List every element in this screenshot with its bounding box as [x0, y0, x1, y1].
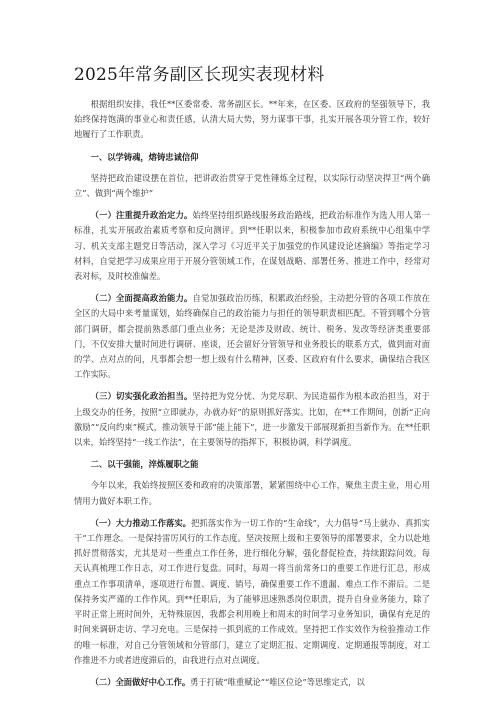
section-2-item-2-label: （二）全面做好中心工作。	[90, 676, 191, 687]
section-2-heading: 二、以干强能，淬炼履职之能	[90, 459, 199, 470]
document-title: 2025年常务副区长现实表现材料	[74, 65, 325, 85]
section-1-item-3-text: 坚持把为党分忧、为党尽职、为民造福作为根本政治担当，对于上级交办的任务，按照“立即就办，办就办好”的原则抓好落实。比如，在**工作期间，创新“正向激励”“反向约束”模式，推动领导干部“能上能下”，进一步激发干部展现新担当新作为。在**任职以来，始终坚持“一线工作法”，在主要领导的指挥下，积极协调，科学调度。	[74, 391, 430, 448]
section-1-item-1-text: 始终坚持组织路线服务政治路线，把政治标准作为选人用人第一标准，扎实开展政治素质考察和反向测评。到**任职以来，积极参加市政府系统中心组集中学习、机关支部主题党日等活动，深入学习《习近平关于加强党的作风建设论述摘编》等指定学习材料，自觉把学习成果应用于开展分管领域工作，在谋划战略、部署任务、推进工作中，经常对表对标，及时校准偏差。	[74, 210, 430, 282]
section-2-item-2-text: 勇于打破“唯重赋论”“唯区位论”等思维定式，以	[190, 676, 365, 687]
intro-paragraph: 根据组织安排，我任**区委常委、常务副区长。**年来，在区委、区政府的坚强领导下，我始终保持饱满的事业心和责任感，认清大局大势，努力谋事干事，扎实开展各项分管工作，较好地履行了工作职责。	[74, 99, 430, 140]
section-2-item-2	[74, 675, 430, 690]
section-1-heading: 一、以学铸魂，熔铸忠诚信仰	[90, 151, 199, 162]
document-body	[74, 64, 430, 697]
section-1-item-2-text: 自觉加强政治历练，积累政治经验，主动把分管的各项工作放在全区的大局中来考量谋划，始终确保自己的政治能力与担任的领导职责相匹配。不管到哪个分管部门调研，都会提前熟悉部门重点业务；无论是涉及财政、统计、税务、发改等经济类重要部门，不仅安排大量时间进行调研、座谈，还会留好分管领导和业务股长的联系方式，做到面对面的学、点对点的问，凡事都会想一想上级有什么精神，区委、区政府有什么要求，确保结合我区工作实际。	[74, 293, 430, 380]
section-1-item-2-label: （二）全面提高政治能力。	[90, 293, 193, 304]
section-2-item-1	[74, 516, 430, 668]
section-2-item-1-text: 把抓落实作为一切工作的“生命线”，大力倡导“马上就办、真抓实干”工作理念。一是保持雷厉风行的工作态度。坚决按照上级和主要领导的部署要求，全力以赴地抓好贯彻落实，尤其是对一些重点工作任务，进行细化分解，强化督促检查，持续跟踪问效。每天认真梳理工作日志，对工作进行复盘。同时，每周一将当前常务口的重要工作进行汇总，形成重点工作事项清单，逐项进行布置、调度、销号，确保重要工作不遗漏、难点工作不滞后。二是保持务实严谨的工作作风。到**任职后，为了能够迅速熟悉岗位职责，提升自身业务能力，除了平时正常上班时间外，无特殊原因，我都会利用晚上和周末的时间学习业务知识，确保有充足的时间来调研走访、学习充电。三是保持一抓到底的工作成效。坚持把工作实效作为检验推动工作的唯一标准，对自己分管领域和分管部门，建立了定期汇报、定期调度、定期通报等制度，对工作推进不力或者进度滞后的，由我进行点对点调度。	[74, 517, 430, 665]
section-1-lead: 坚持把政治建设摆在首位，把讲政治贯穿于党性锤炼全过程，以实际行动坚决捍卫“两个确立”、做到“两个维护”	[74, 172, 430, 199]
section-1-item-3-label: （三）切实强化政治担当。	[90, 391, 193, 402]
section-1-item-3	[74, 389, 430, 450]
section-1-item-1	[74, 208, 430, 284]
section-2-lead: 今年以来，我始终按照区委和政府的决策部署，紧紧围绕中心工作，聚焦主责主业，用心用情用力做好本职工作。	[74, 480, 430, 506]
section-1-item-2	[74, 291, 430, 382]
section-1-item-1-label: （一）注重提升政治定力。	[90, 210, 193, 221]
section-2-item-1-label: （一）大力推动工作落实。	[90, 517, 192, 528]
